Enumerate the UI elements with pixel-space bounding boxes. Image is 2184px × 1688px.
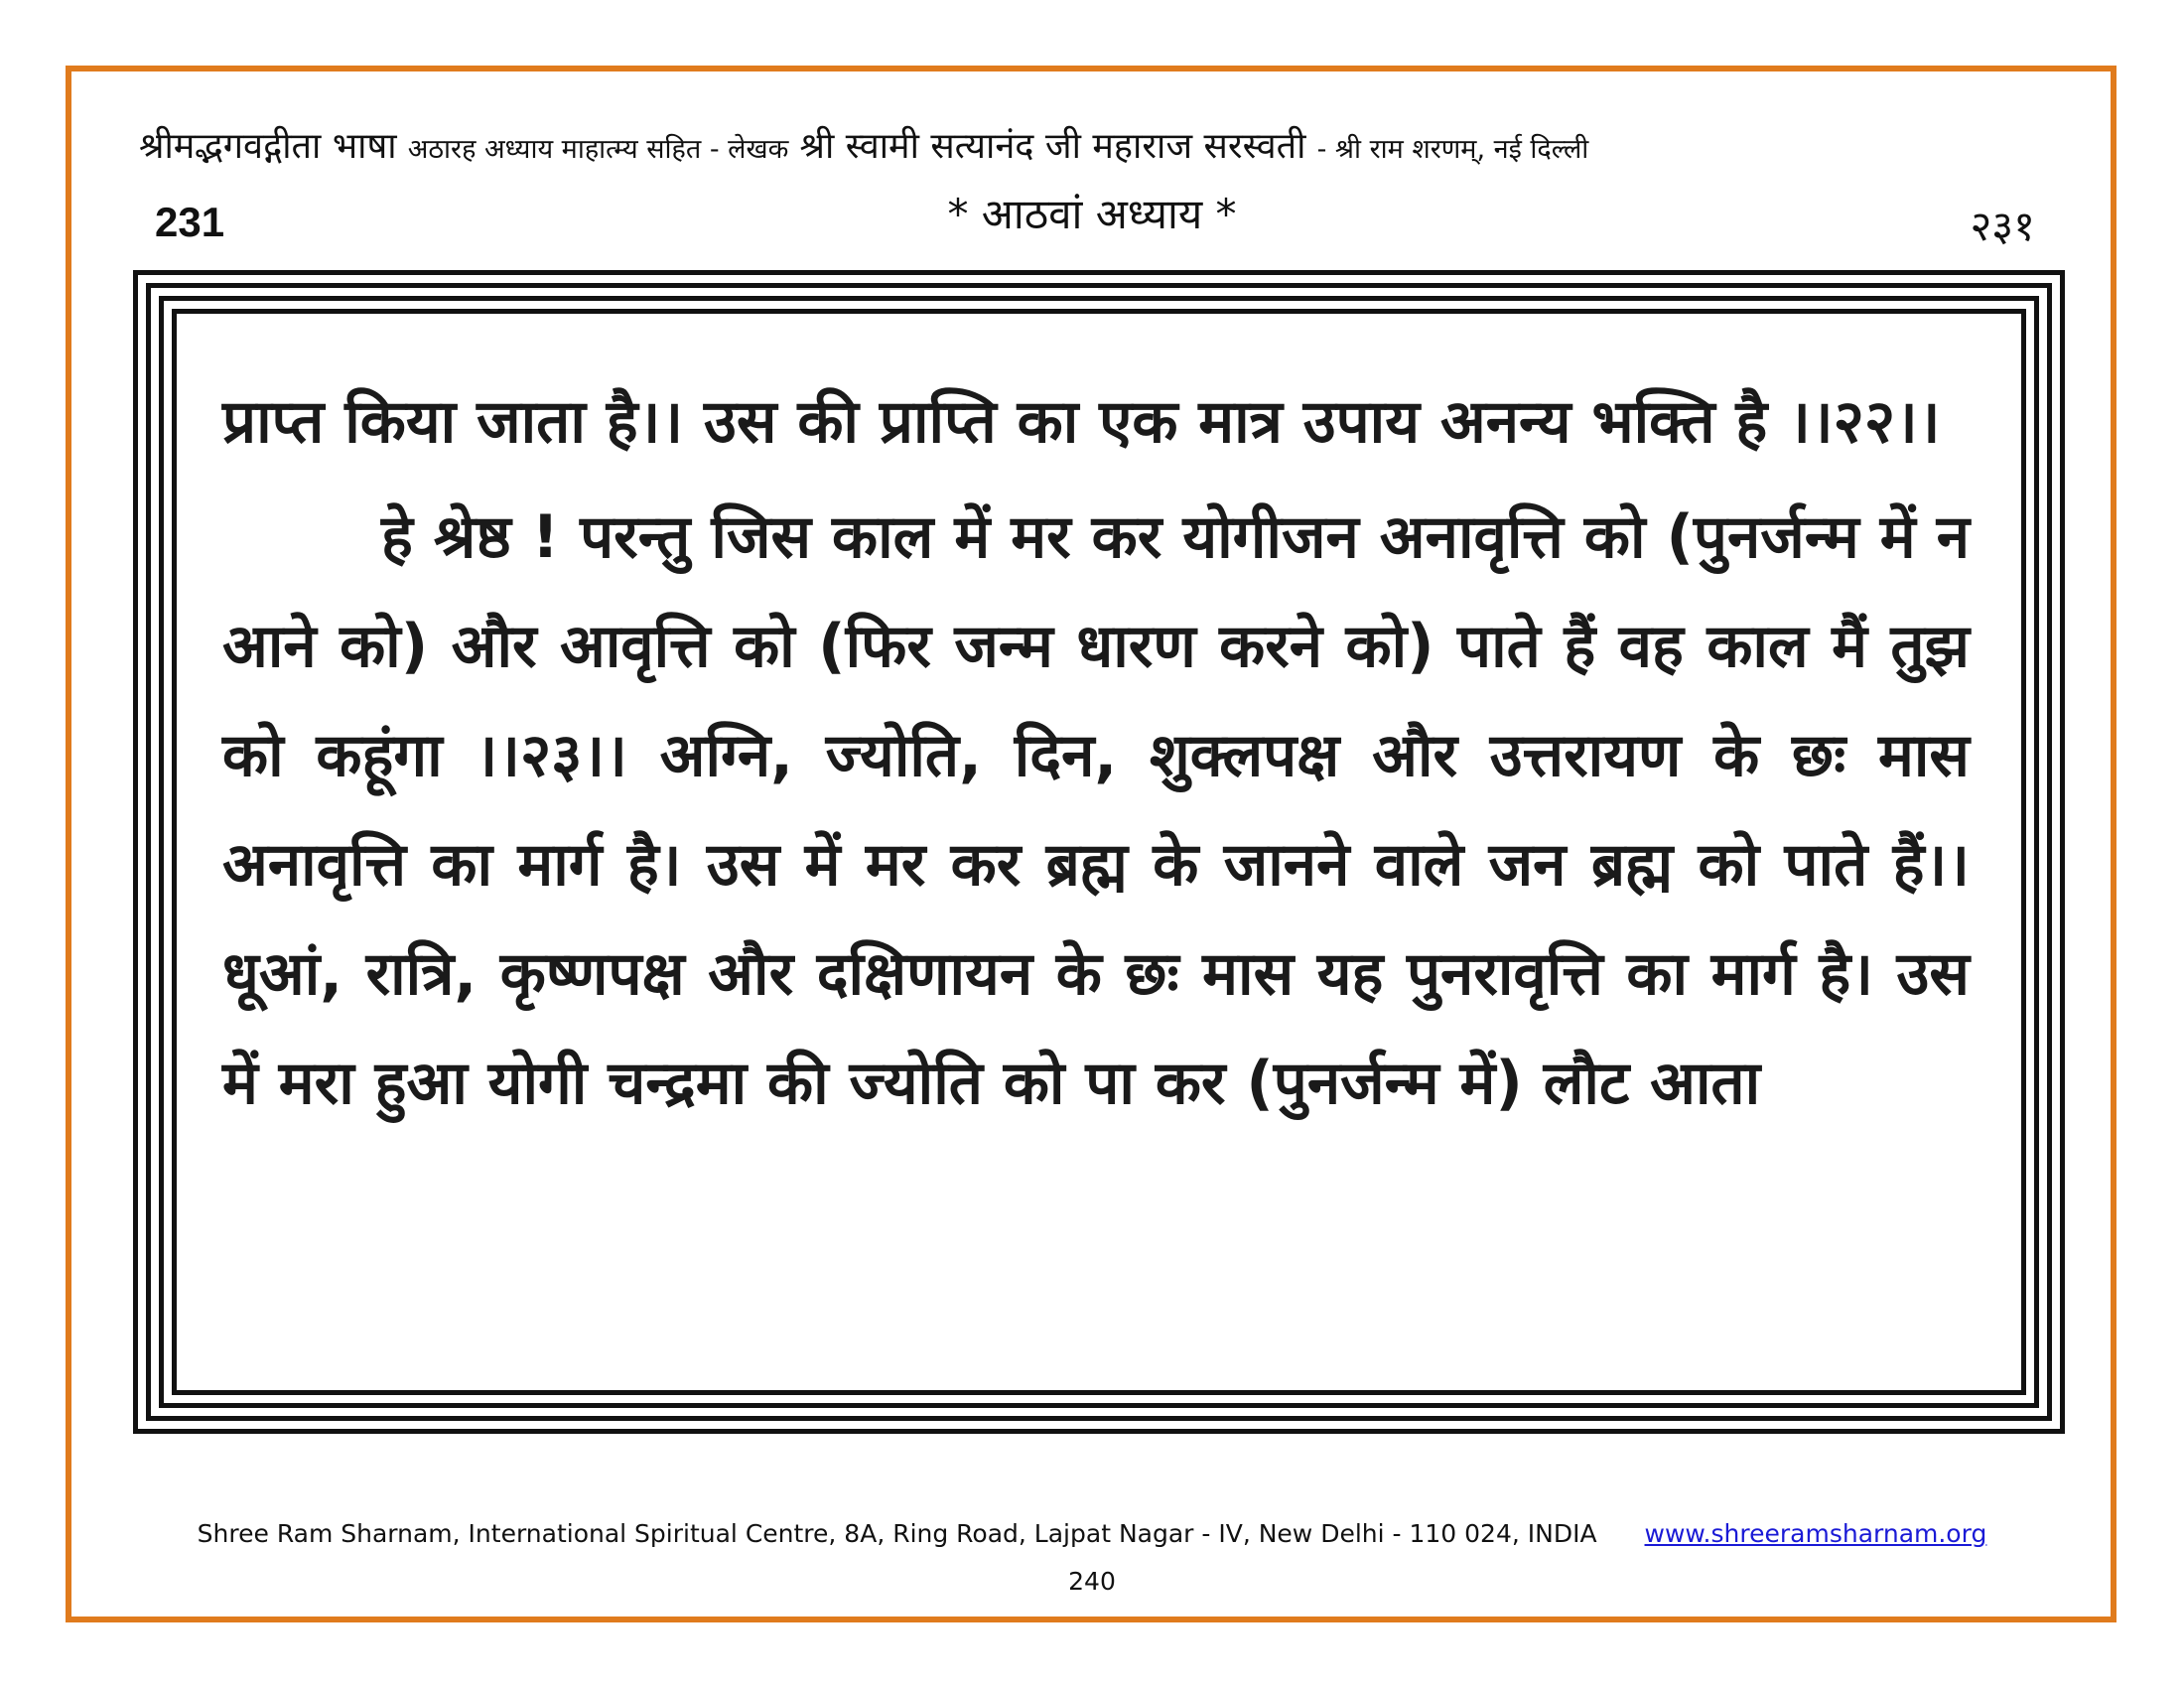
book-subtitle: अठारह अध्याय माहात्म्य सहित - लेखक	[407, 134, 789, 165]
page-number-devanagari: २३१	[1970, 202, 2035, 250]
page-number-latin: 231	[155, 199, 225, 245]
footer-page-number: 240	[1068, 1567, 1116, 1596]
book-title: श्रीमद्भगवद्गीता भाषा	[139, 126, 397, 167]
chapter-heading: * आठवां अध्याय *	[947, 190, 1237, 238]
document-header	[139, 117, 2045, 177]
footer	[0, 1519, 2184, 1548]
paragraph: हे श्रेष्ठ ! परन्तु जिस काल में मर कर योगीजन अनावृत्ति को (पुनर्जन्म में न आने को) और आवृत्ति को (फिर जन्म धारण करने को) पाते हैं वह काल मैं तुझ को कहूंगा ।।२३।। अग्नि, ज्योति, दिन, शुक्लपक्ष और उत्तरायण के छः मास अनावृत्ति का मार्ग है। उस में मर कर ब्रह्म के जानने वाले जन ब्रह्म को पाते हैं।। धूआं, रात्रि, कृष्णपक्ष और दक्षिणायन के छः मास यह पुनरावृत्ति का मार्ग है। उस में मरा हुआ योगी चन्द्रमा की ज्योति को पा कर (पुनर्जन्म में) लौट आता	[222, 502, 1970, 1118]
footer-address: Shree Ram Sharnam, International Spiritual Centre, 8A, Ring Road, Lajpat Nagar - IV, New Delhi - 110 024, INDIA	[197, 1519, 1597, 1548]
paragraph: प्राप्त किया जाता है।। उस की प्राप्ति का एक मात्र उपाय अनन्य भक्ति है ।।२२।।	[222, 387, 1941, 457]
publisher-name: - श्री राम शरणम्, नई दिल्ली	[1316, 134, 1589, 165]
author-name: श्री स्वामी सत्यानंद जी महाराज सरस्वती	[799, 126, 1306, 167]
verse-text	[222, 367, 1970, 1138]
website-link[interactable]: www.shreeramsharnam.org	[1644, 1519, 1987, 1548]
